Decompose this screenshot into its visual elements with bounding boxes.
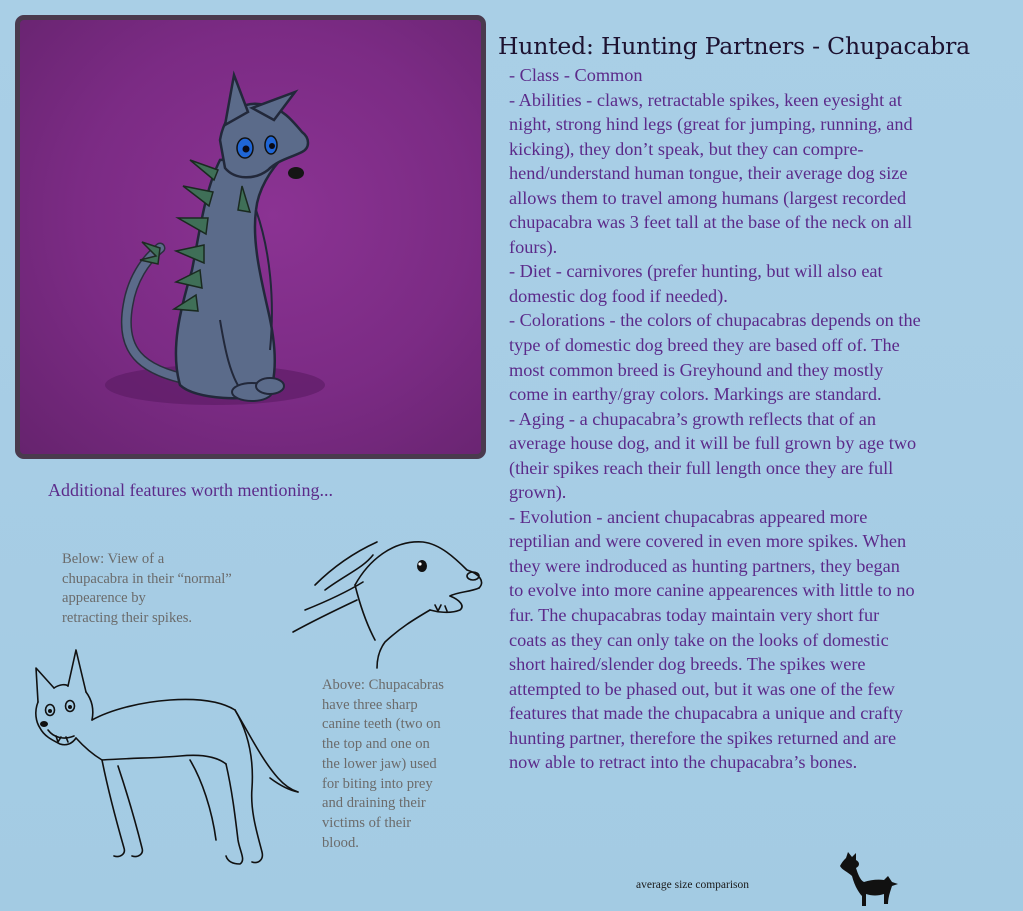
size-comparison-silhouette (838, 852, 900, 908)
note-line: retracting their spikes. (62, 610, 193, 627)
description-line: fur. The chupacabras today maintain very short fur (509, 605, 880, 626)
description-line: - Aging - a chupacabra’s growth reflects that of an (509, 408, 877, 429)
note-line: blood. (322, 834, 359, 851)
description-line: hend/understand human tongue, their average dog size (509, 163, 908, 184)
description-line: (their spikes reach their full length once they are full (509, 457, 894, 478)
description-line: hunting partner, therefore the spikes returned and are (509, 727, 897, 748)
note-line: Above: Chupacabras (322, 677, 444, 693)
description-line: come in earthy/gray colors. Markings are standard. (509, 384, 882, 405)
note-above (322, 676, 444, 853)
note-line: the lower jaw) used (322, 755, 437, 772)
description-line: reptilian and were covered in even more spikes. When (509, 531, 907, 552)
description-line: - Evolution - ancient chupacabras appeared more (509, 506, 868, 527)
description-line: most common breed is Greyhound and they mostly (509, 359, 884, 380)
note-line: canine teeth (two on (322, 716, 441, 733)
description-line: grown). (509, 482, 567, 503)
description-line: now able to retract into the chupacabra’s bones. (509, 752, 858, 773)
chupacabra-portrait (15, 15, 486, 459)
note-line: Below: View of a (62, 551, 165, 567)
description-line: fours). (509, 236, 558, 257)
body-sketch (30, 640, 305, 875)
chupacabra-illustration (20, 20, 481, 454)
description-line: coats as they can only take on the looks of domestic (509, 629, 889, 650)
page-title: Hunted: Hunting Partners - Chupacabra (498, 32, 970, 60)
note-below (62, 550, 232, 629)
description-line: average house dog, and it will be full grown by age two (509, 433, 917, 454)
note-line: victims of their (322, 814, 412, 831)
description-line: night, strong hind legs (great for jumping, running, and (509, 114, 913, 135)
description-line: - Colorations - the colors of chupacabras depends on the (509, 310, 921, 331)
description-line: features that made the chupacabra a unique and crafty (509, 703, 903, 724)
description-line: type of domestic dog breed they are based off of. The (509, 335, 900, 356)
description-line: - Diet - carnivores (prefer hunting, but will also eat (509, 261, 883, 282)
description-line: allows them to travel among humans (largest recorded (509, 187, 907, 208)
description-line: chupacabra was 3 feet tall at the base of the neck on all (509, 212, 913, 233)
description-text (509, 63, 1017, 775)
description-line: domestic dog food if needed). (509, 285, 728, 306)
note-line: the top and one on (322, 736, 430, 753)
note-line: chupacabra in their “normal” (62, 570, 232, 587)
note-line: have three sharp (322, 696, 418, 713)
description-line: kicking), they don’t speak, but they can compre- (509, 138, 864, 159)
head-sketch (285, 530, 490, 670)
description-line: to evolve into more canine appearences with little to no (509, 580, 915, 601)
description-line: - Class - Common (509, 65, 643, 85)
description-line: - Abilities - claws, retractable spikes, keen eyesight at (509, 89, 902, 110)
size-comparison-caption: average size comparison (636, 879, 750, 891)
description-line: they were indroduced as hunting partners, they began (509, 555, 900, 576)
note-line: for biting into prey (322, 775, 433, 792)
note-line: and draining their (322, 795, 426, 812)
description-line: short haired/slender dog breeds. The spikes were (509, 654, 866, 675)
note-line: appearence by (62, 590, 146, 607)
additional-features-heading: Additional features worth mentioning... (48, 480, 333, 500)
description-line: attempted to be phased out, but it was one of the few (509, 678, 895, 699)
